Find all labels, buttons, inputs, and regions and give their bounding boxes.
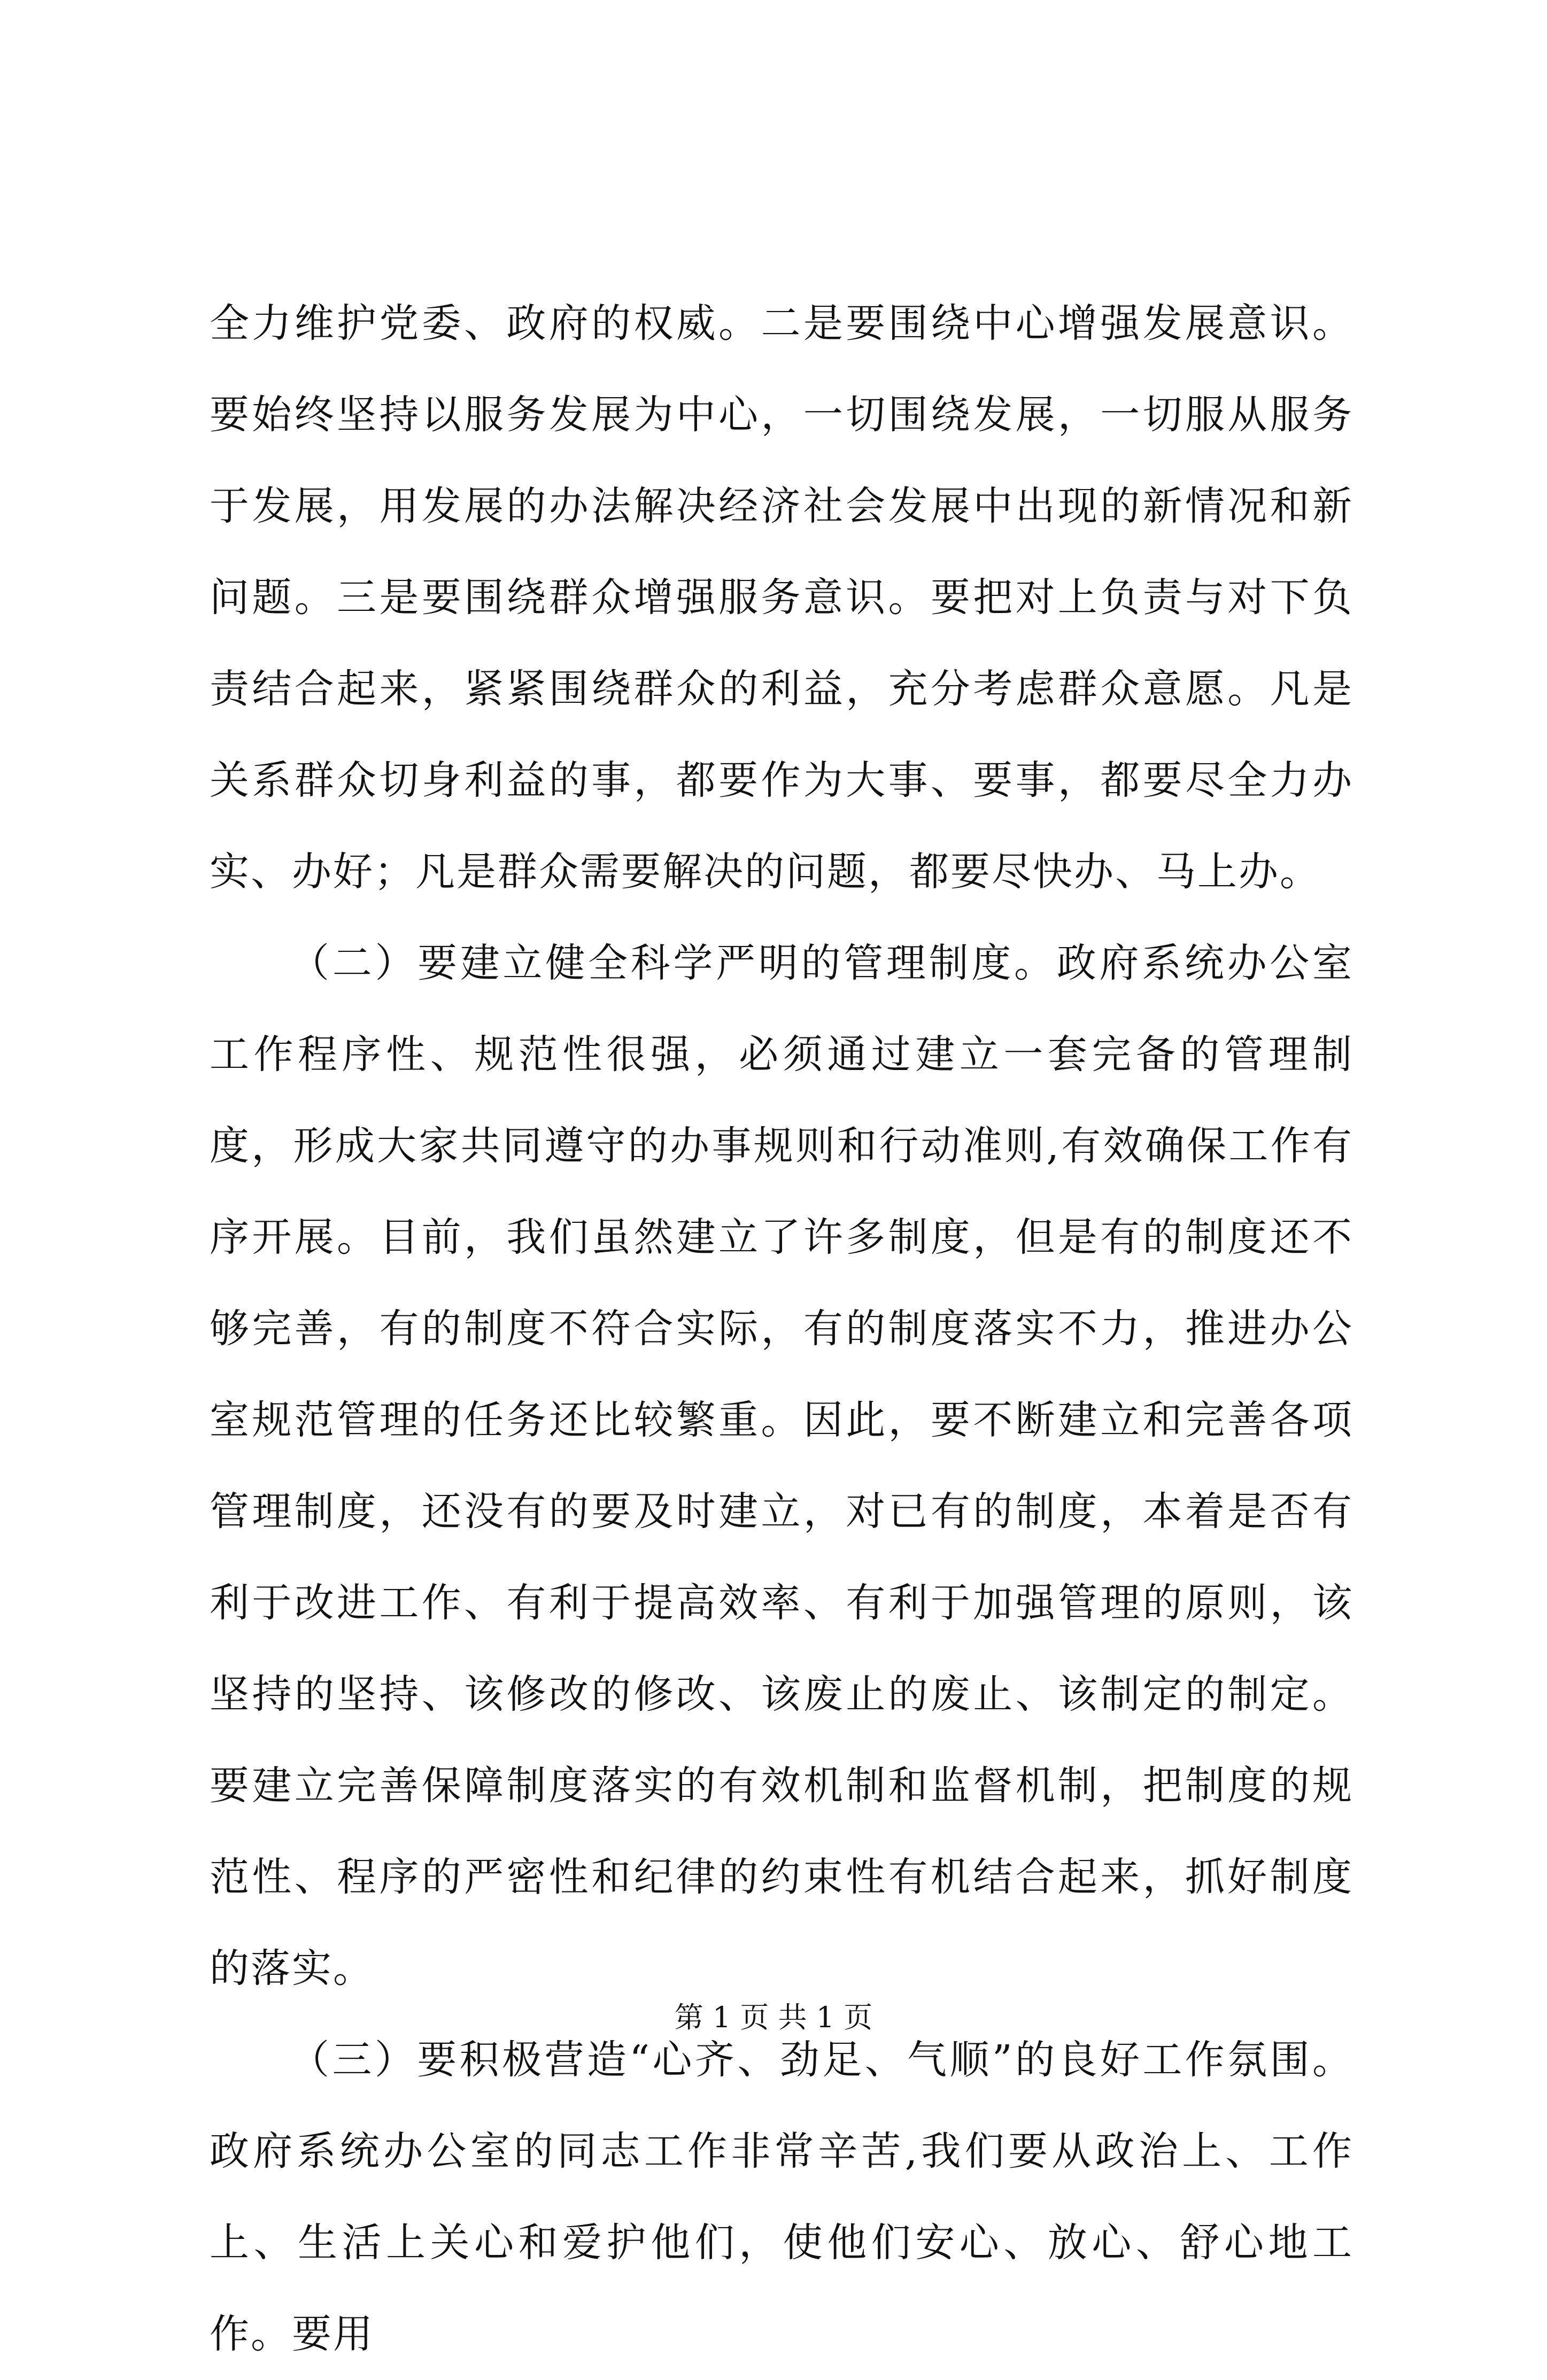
paragraph-3: （三）要积极营造“心齐、劲足、气顺”的良好工作氛围。政府系统办公室的同志工作非常辛苦,我们要从政治上、工作上、生活上关心和爱护他们，使他们安心、放心、舒心地工作。要用: [210, 2037, 1353, 2357]
paragraph-1: 全力维护党委、政府的权威。二是要围绕中心增强发展意识。要始终坚持以服务发展为中心，一切围绕发展，一切服从服务于发展，用发展的办法解决经济社会发展中出现的新情况和新问题。三是要围绕群众增强服务意识。要把对上负责与对下负责结合起来，紧紧围绕群众的利益，充分考虑群众意愿。凡是关系群众切身利益的事，都要作为大事、要事，都要尽全力办实、办好；凡是群众需要解决的问题，都要尽快办、马上办。: [210, 300, 1353, 895]
page-footer: 第 1 页 共 1 页: [674, 2001, 873, 2034]
paragraph-2: （二）要建立健全科学严明的管理制度。政府系统办公室工作程序性、规范性很强，必须通过建立一套完备的管理制度，形成大家共同遵守的办事规则和行动准则,有效确保工作有序开展。目前，我们虽然建立了许多制度，但是有的制度还不够完善，有的制度不符合实际，有的制度落实不力，推进办公室规范管理的任务还比较繁重。因此，要不断建立和完善各项管理制度，还没有的要及时建立，对已有的制度，本着是否有利于改进工作、有利于提高效率、有利于加强管理的原则，该坚持的坚持、该修改的修改、该废止的废止、该制定的制定。要建立完善保障制度落实的有效机制和监督机制，把制度的规范性、程序的严密性和纪律的约束性有机结合起来，抓好制度的落实。: [210, 940, 1353, 1991]
document-body: [210, 278, 1353, 2380]
